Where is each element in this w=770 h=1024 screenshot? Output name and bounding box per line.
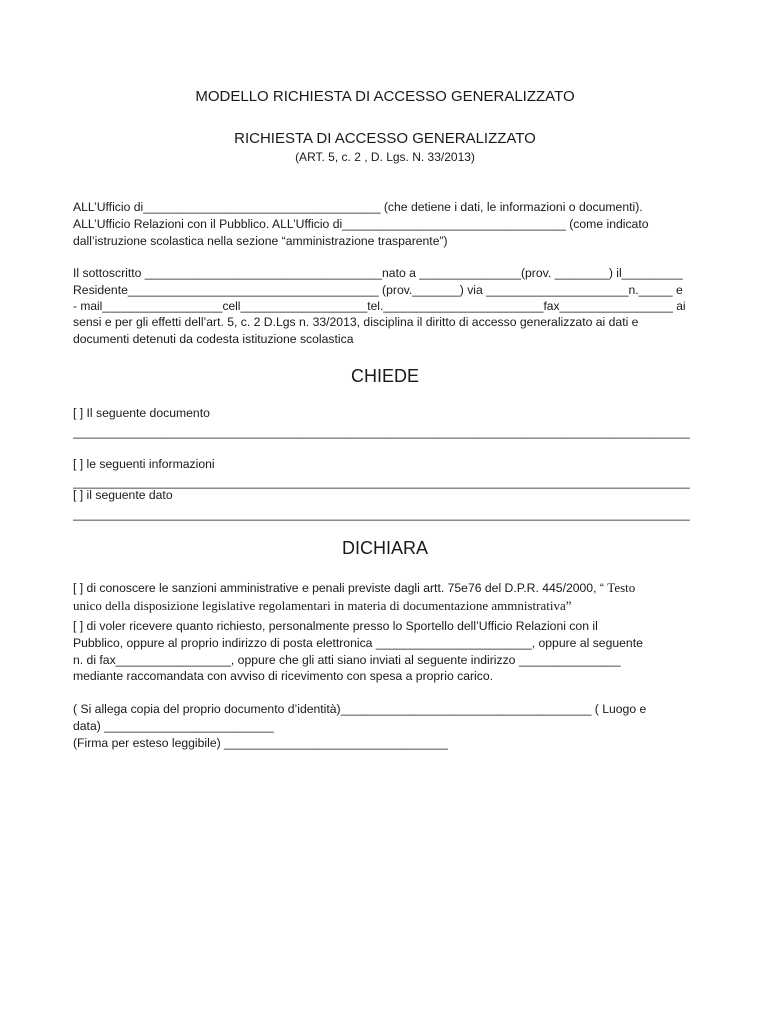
addressee-line-3: dall’istruzione scolastica nella sezione “amministrazione trasparente”) — [73, 234, 448, 248]
applicant-line-3: - mail__________________cell___________________tel.________________________fax_________________ ai — [73, 299, 686, 313]
dichiara-line-2: unico della disposizione legislative regolamentari in materia di documentazione ammnistrativa” — [73, 598, 572, 613]
dichiara-line-4: Pubblico, oppure al proprio indirizzo di posta elettronica _______________________, oppure al seguente — [73, 636, 643, 650]
footer-line-2: data) _________________________ — [73, 719, 274, 733]
dichiara-line-1 — [73, 580, 693, 596]
document-title: MODELLO RICHIESTA DI ACCESSO GENERALIZZATO — [195, 88, 575, 105]
dichiara-line-3: [ ] di voler ricevere quanto richiesto, personalmente presso lo Sportello dell’Ufficio Relazioni con il — [73, 619, 598, 633]
signature-line: (Firma per esteso leggibile) _________________________________ — [73, 736, 448, 750]
info-fill-line: ___________________________________________________________________________________________ — [73, 475, 690, 489]
dichiara-line-5: n. di fax_________________, oppure che gli atti siano inviati al seguente indirizzo _______________ — [73, 653, 621, 667]
dichiara-line-1-serif: Testo — [607, 580, 636, 595]
applicant-line-2: Residente_____________________________________ (prov._______) via _____________________n._____ e — [73, 283, 683, 297]
data-checkbox-label: [ ] il seguente dato — [73, 488, 173, 502]
addressee-line-2: ALL’Ufficio Relazioni con il Pubblico. ALL’Ufficio di_________________________________ (come indicato — [73, 217, 649, 231]
applicant-line-1: Il sottoscritto ___________________________________nato a _______________(prov. ________) il_________ — [73, 266, 683, 280]
dichiara-heading: DICHIARA — [341, 538, 428, 558]
document-checkbox-label: [ ] Il seguente documento — [73, 406, 210, 420]
chiede-heading: CHIEDE — [350, 366, 419, 386]
dichiara-line-1-text: [ ] di conoscere le sanzioni amministrative e penali previste dagli artt. 75e76 del D.P.R. 445/2000, “ — [73, 581, 604, 595]
document-subtitle: RICHIESTA DI ACCESSO GENERALIZZATO — [234, 130, 536, 147]
legal-reference: (ART. 5, c. 2 , D. Lgs. N. 33/2013) — [295, 150, 475, 164]
footer-line-1: ( Si allega copia del proprio documento d’identità)_____________________________________ ( Luogo e — [73, 702, 647, 716]
addressee-line-1: ALL’Ufficio di___________________________________ (che detiene i dati, le informazioni o documenti). — [73, 200, 643, 214]
dichiara-line-6: mediante raccomandata con avviso di ricevimento con spesa a proprio carico. — [73, 669, 494, 683]
applicant-line-5: documenti detenuti da codesta istituzione scolastica — [73, 332, 354, 346]
data-fill-line: ___________________________________________________________________________________________ — [73, 507, 690, 521]
info-checkbox-label: [ ] le seguenti informazioni — [73, 457, 215, 471]
document-fill-line: ___________________________________________________________________________________________ — [73, 425, 690, 439]
applicant-line-4: sensi e per gli effetti dell’art. 5, c. 2 D.Lgs n. 33/2013, disciplina il diritto di accesso generalizzato ai dati e — [73, 315, 639, 329]
